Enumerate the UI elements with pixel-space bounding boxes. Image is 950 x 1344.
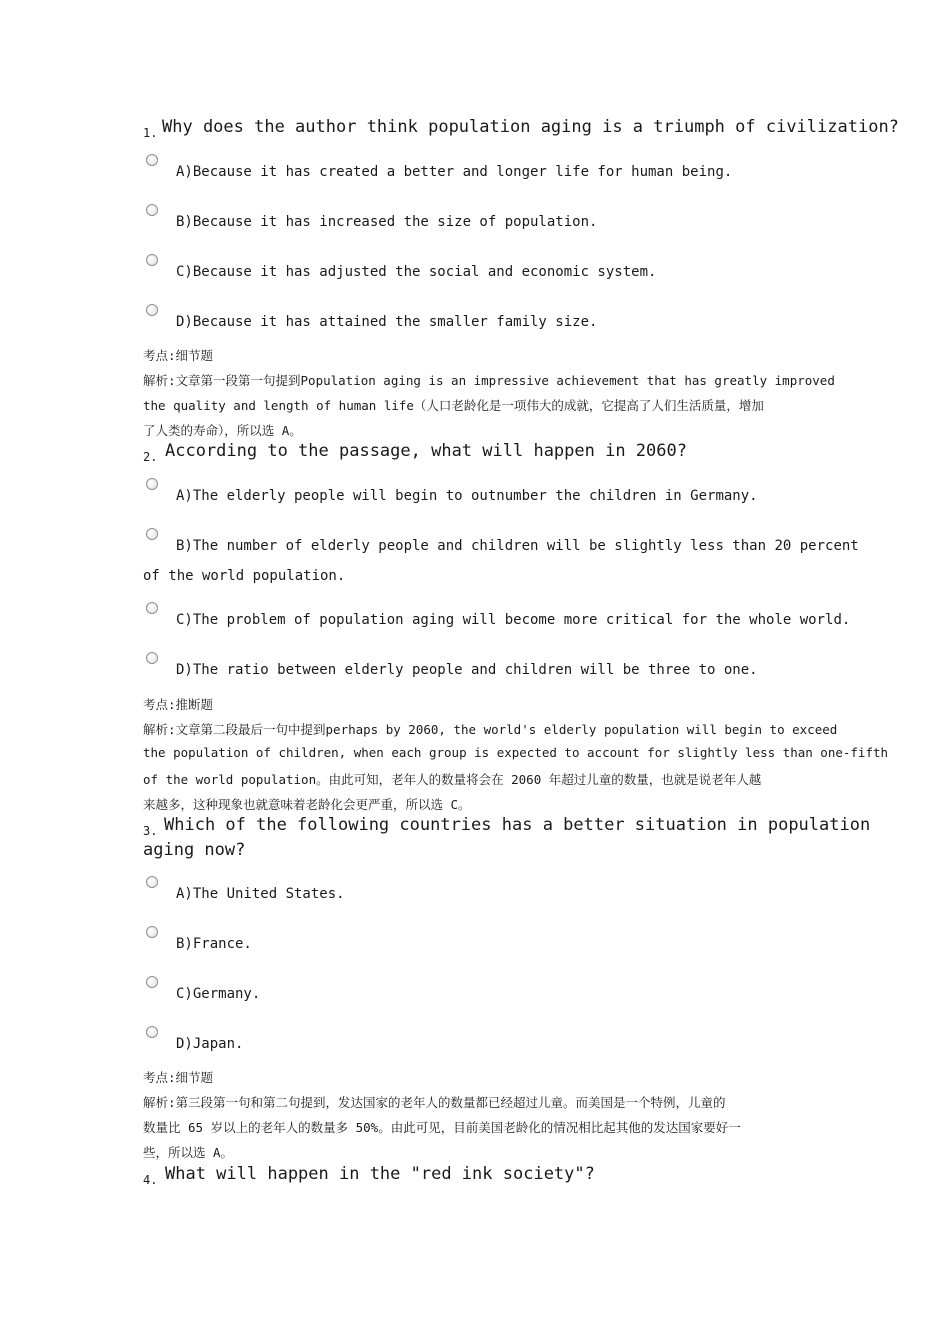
radio-button[interactable] — [146, 528, 158, 540]
jiexi-line: the population of children, when each group is expected to account for slightly less than one-fifth — [143, 745, 889, 760]
jiexi-line: 数量比 65 岁以上的老年人的数量多 50%。由此可见，目前美国老龄化的情况相比起其他的发达国家要好一 — [143, 1120, 741, 1135]
option-label: C)The problem of population aging will become more critical for the whole world. — [176, 612, 851, 628]
question-number: 1. — [143, 126, 158, 140]
option-label: A)Because it has created a better and longer life for human being. — [176, 164, 733, 180]
option-label: D)The ratio between elderly people and children will be three to one. — [176, 662, 758, 678]
radio-button[interactable] — [146, 478, 158, 490]
question-text: According to the passage, what will happen in 2060? — [165, 441, 687, 461]
option-label: D)Because it has attained the smaller family size. — [176, 314, 598, 330]
jiexi-line: 了人类的寿命），所以选 A。 — [143, 423, 302, 438]
radio-button[interactable] — [146, 876, 158, 888]
option-label: C)Germany. — [176, 986, 261, 1002]
option-label: A)The elderly people will begin to outnumber the children in Germany. — [176, 488, 758, 504]
jiexi-line: 些，所以选 A。 — [143, 1145, 234, 1160]
option-label: D)Japan. — [176, 1036, 244, 1052]
question-text-continued: aging now? — [143, 840, 246, 860]
question-number: 3. — [143, 824, 158, 838]
jiexi-line: 解析:第三段第一句和第二句提到，发达国家的老年人的数量都已经超过儿童。而美国是一个特例，儿童的 — [143, 1095, 726, 1110]
option-label: A)The United States. — [176, 886, 345, 902]
radio-button[interactable] — [146, 652, 158, 664]
option-label: C)Because it has adjusted the social and economic system. — [176, 264, 657, 280]
radio-button[interactable] — [146, 154, 158, 166]
option-label: B)The number of elderly people and children will be slightly less than 20 percent — [176, 538, 859, 554]
radio-button[interactable] — [146, 254, 158, 266]
kaodian-label: 考点:细节题 — [143, 348, 214, 363]
radio-button[interactable] — [146, 1026, 158, 1038]
radio-button[interactable] — [146, 976, 158, 988]
kaodian-label: 考点:推断题 — [143, 697, 214, 712]
jiexi-line: 来越多，这种现象也就意味着老龄化会更严重，所以选 C。 — [143, 797, 471, 812]
option-label-continued: of the world population. — [143, 568, 346, 584]
question-text: Which of the following countries has a better situation in population — [164, 815, 871, 835]
question-number: 4. — [143, 1173, 158, 1187]
jiexi-line: the quality and length of human life（人口老龄化是一项伟大的成就，它提高了人们生活质量，增加 — [143, 398, 764, 413]
jiexi-line: of the world population。由此可知，老年人的数量将会在 2060 年超过儿童的数量，也就是说老年人越 — [143, 772, 762, 787]
question-text: What will happen in the "red ink society"? — [165, 1164, 595, 1184]
jiexi-line: 解析:文章第二段最后一句中提到perhaps by 2060, the world's elderly population will begin to exceed — [143, 722, 838, 737]
radio-button[interactable] — [146, 204, 158, 216]
jiexi-line: 解析:文章第一段第一句提到Population aging is an impressive achievement that has greatly improved — [143, 373, 835, 388]
radio-button[interactable] — [146, 926, 158, 938]
question-number: 2. — [143, 450, 158, 464]
question-text: Why does the author think population aging is a triumph of civilization? — [162, 117, 899, 137]
option-label: B)Because it has increased the size of population. — [176, 214, 598, 230]
kaodian-label: 考点:细节题 — [143, 1070, 214, 1085]
option-label: B)France. — [176, 936, 252, 952]
radio-button[interactable] — [146, 304, 158, 316]
radio-button[interactable] — [146, 602, 158, 614]
